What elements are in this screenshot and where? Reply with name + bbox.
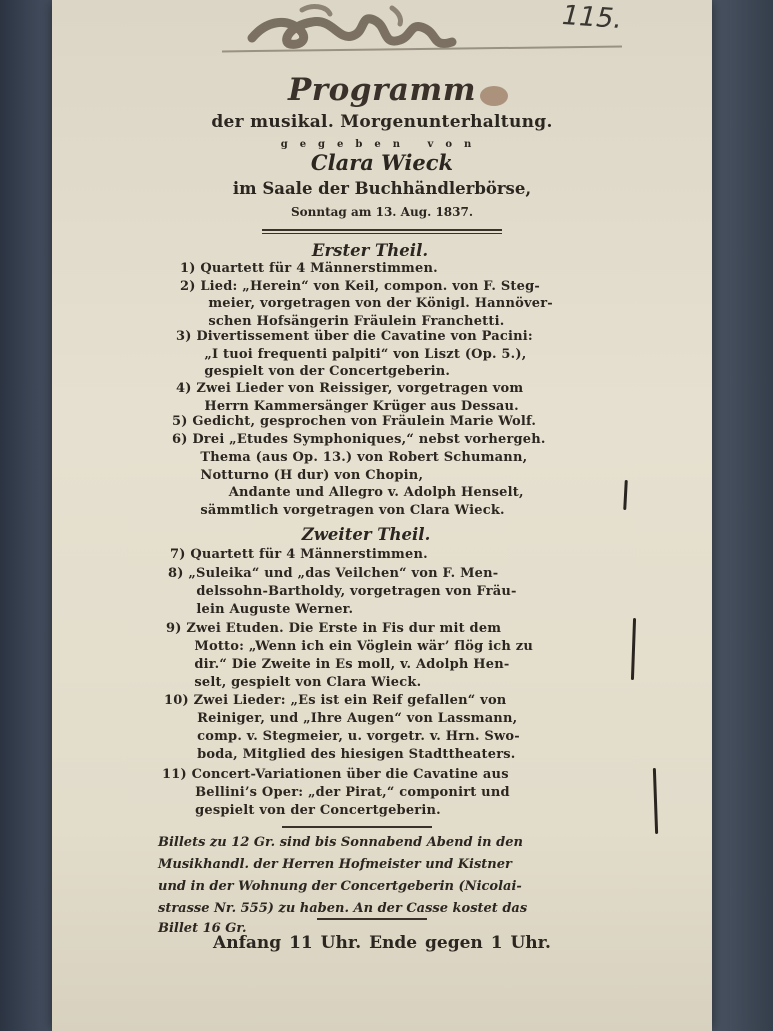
margin-mark <box>653 768 658 834</box>
program-line: lein Auguste Werner. <box>168 602 354 617</box>
program-line: selt, gespielt von Clara Wieck. <box>166 675 422 690</box>
divider-rule <box>317 918 427 920</box>
handwritten-catalog-number: 115. <box>560 0 624 36</box>
program-line: meier, vorgetragen von der Königl. Hannöver- <box>180 296 553 311</box>
program-line: Notturno (H dur) von Chopin, <box>172 467 424 483</box>
program-line: Herrn Kammersänger Krüger aus Dessau. <box>176 398 519 414</box>
program-line: 6) Drei „Etudes Symphoniques,“ nebst vorhergeh. <box>172 432 546 447</box>
program-line: Reiniger, und „Ihre Augen“ von Lassmann, <box>164 711 518 726</box>
divider-rule <box>262 229 502 231</box>
program-line: Thema (aus Op. 13.) von Robert Schumann, <box>172 450 528 465</box>
venue-line: im Saale der Buchhändlerbörse, <box>232 179 532 198</box>
start-end-times: Anfang 11 Uhr. Ende gegen 1 Uhr. <box>213 933 551 953</box>
program-line: comp. v. Stegmeier, u. vorgetr. v. Hrn. Swo- <box>164 729 520 744</box>
part2-heading: Zweiter Theil. <box>301 525 431 544</box>
part1-heading: Erster Theil. <box>311 241 429 260</box>
program-line: 10) Zwei Lieder: „Es ist ein Reif gefallen“ von <box>164 693 507 708</box>
program-line: boda, Mitglied des hiesigen Stadttheaters. <box>164 747 516 762</box>
given-by-line: gegeben von <box>280 139 484 150</box>
program-line: 2) Lied: „Herein“ von Keil, compon. von F. Steg- <box>180 278 540 294</box>
ticket-note-line: Billet 16 Gr. <box>158 921 247 936</box>
program-line: 3) Divertissement über die Cavatine von Pacini: <box>176 329 533 344</box>
ink-stain <box>480 86 508 106</box>
margin-mark <box>623 480 628 510</box>
program-line: 1) Quartett für 4 Männerstimmen. <box>180 261 438 276</box>
program-line: 5) Gedicht, gesprochen von Fräulein Marie Wolf. <box>172 414 537 429</box>
program-line: Motto: „Wenn ich ein Vöglein wär’ flög ich zu <box>166 639 533 654</box>
program-line: sämmtlich vorgetragen von Clara Wieck. <box>172 502 505 518</box>
program-line: schen Hofsängerin Fräulein Franchetti. <box>180 313 505 329</box>
ticket-note-line: Musikhandl. der Herren Hofmeister und Kistner <box>158 857 512 872</box>
ticket-note-line: Billets zu 12 Gr. sind bis Sonnabend Abend in den <box>158 835 523 850</box>
program-subtitle: der musikal. Morgenunterhaltung. <box>211 112 553 132</box>
date-line: Sonntag am 13. Aug. 1837. <box>290 205 474 219</box>
program-line: gespielt von der Concertgeberin. <box>162 803 441 818</box>
program-line: dir.“ Die Zweite in Es moll, v. Adolph Hen- <box>166 657 510 672</box>
program-line: delssohn-Bartholdy, vorgetragen von Fräu- <box>168 584 517 599</box>
program-line: 9) Zwei Etuden. Die Erste in Fis dur mit dem <box>166 621 502 636</box>
ticket-note-line: strasse Nr. 555) zu haben. An der Casse kostet das <box>158 901 528 916</box>
background-left <box>0 0 60 1031</box>
program-sheet <box>52 0 712 1031</box>
program-line: „I tuoi frequenti palpiti“ von Liszt (Op. 5.), <box>176 346 527 362</box>
divider-rule <box>282 826 432 828</box>
performer-name: Clara Wieck <box>310 150 454 175</box>
program-line: 8) „Suleika“ und „das Veilchen“ von F. Men- <box>168 566 499 581</box>
program-line: 7) Quartett für 4 Männerstimmen. <box>170 547 428 562</box>
program-line: 4) Zwei Lieder von Reissiger, vorgetragen vom <box>176 381 524 396</box>
program-line: gespielt von der Concertgeberin. <box>176 364 451 379</box>
divider-rule <box>262 233 502 234</box>
program-line: 11) Concert-Variationen über die Cavatine aus <box>162 767 509 782</box>
program-title: Programm <box>287 72 477 108</box>
margin-mark <box>631 618 636 680</box>
program-line: Andante und Allegro v. Adolph Henselt, <box>172 485 524 500</box>
ticket-note-line: und in der Wohnung der Concertgeberin (Nicolai- <box>158 879 522 894</box>
program-line: Bellini’s Oper: „der Pirat,“ componirt und <box>162 785 510 800</box>
